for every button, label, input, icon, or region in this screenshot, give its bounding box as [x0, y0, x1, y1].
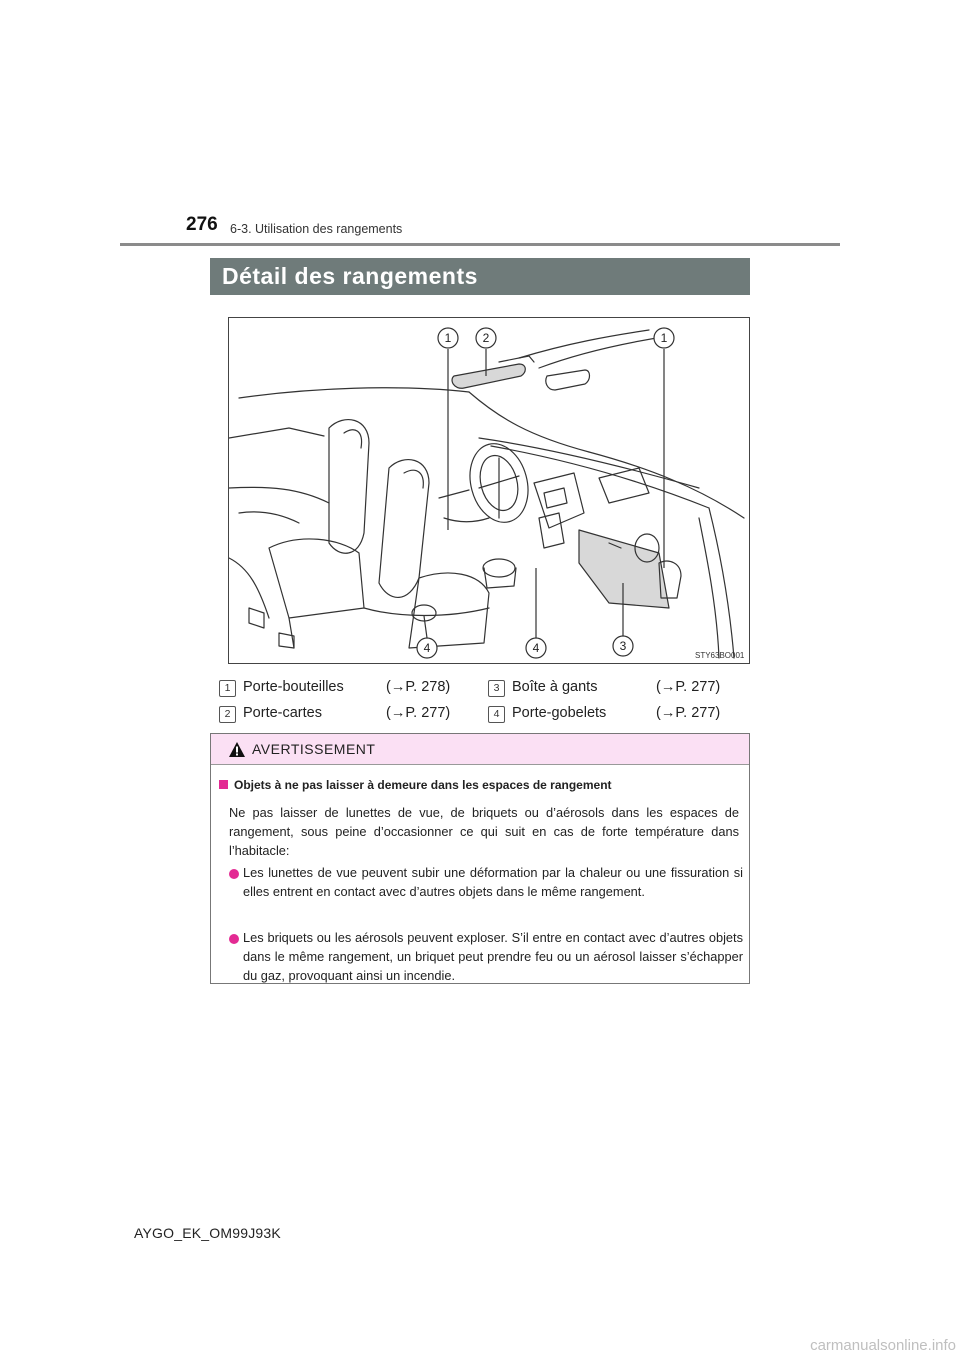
callout-label: 4: [532, 641, 540, 655]
page-title: Détail des rangements: [210, 258, 750, 295]
callout-1-left: [438, 328, 458, 348]
legend-number: 4: [488, 706, 505, 723]
section-title: 6-3. Utilisation des rangements: [230, 222, 403, 236]
legend-number: 3: [488, 680, 505, 697]
page-reference-link[interactable]: (→P. 277): [656, 679, 721, 695]
page-reference-link[interactable]: (→P. 277): [656, 705, 721, 721]
warning-triangle-icon: [228, 741, 246, 758]
warning-header: [211, 734, 749, 765]
legend-item-map-holder: [219, 705, 479, 727]
legend-label: Porte-bouteilles: [243, 679, 344, 695]
callout-label: 1: [444, 331, 452, 345]
warning-intro: Ne pas laisser de lunettes de vue, de briquets ou d’aérosols dans les espaces de rangement, sous peine d’occasionner ce qui suit en cas de forte température dans l’habitacle:: [229, 805, 739, 858]
interior-line-drawing: [229, 318, 749, 663]
round-bullet-icon: [229, 934, 239, 944]
legend-label: Porte-cartes: [243, 705, 322, 721]
round-bullet-icon: [229, 869, 239, 879]
callout-4-left: [417, 638, 437, 658]
interior-illustration: [228, 317, 750, 664]
header-divider: [120, 243, 840, 246]
legend-number: 1: [219, 680, 236, 697]
legend-number: 2: [219, 706, 236, 723]
warning-bullet: Les lunettes de vue peuvent subir une déformation par la chaleur ou une fissuration si elles entrent en contact avec d’autres objets dans le même rangement.: [243, 865, 743, 899]
callout-3: [613, 636, 633, 656]
warning-box: [210, 733, 750, 984]
legend-item-bottle-holder: [219, 679, 479, 701]
legend-item-glove-box: [488, 679, 748, 701]
legend-label: Boîte à gants: [512, 679, 598, 695]
watermark: carmanualsonline.info: [810, 1337, 956, 1354]
document-code: AYGO_EK_OM99J93K: [134, 1225, 281, 1241]
legend-label: Porte-gobelets: [512, 705, 607, 721]
callout-label: 4: [423, 641, 431, 655]
callout-label: 2: [482, 331, 490, 345]
legend-item-cup-holders: [488, 705, 748, 727]
callout-label: 3: [619, 639, 627, 653]
illustration-code: STY63BO001: [695, 651, 745, 660]
page-reference-link[interactable]: (→P. 278): [386, 679, 451, 695]
square-bullet-icon: [219, 780, 228, 789]
warning-bullet: Les briquets ou les aérosols peuvent exploser. S’il entre en contact avec d’autres objets dans le même rangement, un briquet peut prendre feu ou un aérosol laisser s’échapper du gaz, provoquant ainsi un incendie.: [243, 930, 743, 983]
page-number: 276: [186, 214, 218, 235]
callout-1-right: [654, 328, 674, 348]
callout-2: [476, 328, 496, 348]
warning-heading-text: Objets à ne pas laisser à demeure dans les espaces de rangement: [234, 778, 612, 792]
warning-heading: [219, 778, 612, 792]
callout-label: 1: [660, 331, 668, 345]
page-reference-link[interactable]: (→P. 277): [386, 705, 451, 721]
warning-title: AVERTISSEMENT: [252, 741, 376, 757]
callout-4-right: [526, 638, 546, 658]
